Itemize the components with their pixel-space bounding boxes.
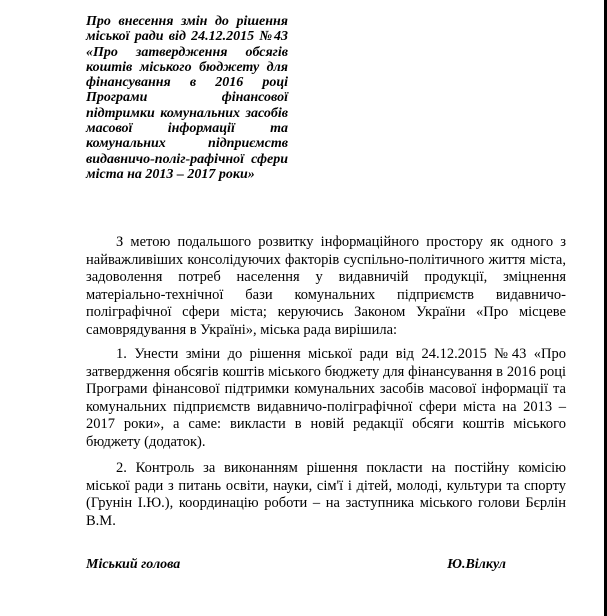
decision-item-1: 1. Унести зміни до рішення міської ради від 24.12.2015 №43 «Про затвердження обсягів коштів міського бюджету для фінансування в 2016 році Програми фінансової підтримки комунальних засобів масової інформації та комунальних підприємств видавничо-поліграфічної сфери міста на 2013 – 2017 роки», а саме: викласти в новій редакції обсяги коштів міського бюджету (додаток). — [86, 346, 566, 450]
signature-name: Ю.Вілкул — [447, 557, 506, 572]
signature-title: Міський голова — [86, 557, 181, 572]
signature-block — [86, 557, 506, 573]
decision-item-2: 2. Контроль за виконанням рішення покласти на постійну комісію міської ради з питань освіти, науки, сім'ї і дітей, молоді, культури та спорту (Грунін І.Ю.), координацію роботи – на заступника міського голови Бєрлін В.М. — [86, 460, 566, 529]
document-title: Про внесення змін до рішення міської ради від 24.12.2015 №43 «Про затвердження обсягів коштів міського бюджету для фінансування в 2016 році Програми фінансової підтримки комунальних засобів масової інформації та комунальних підприємств видавничо-поліг-рафічної сфери міста на 2013 – 2017 роки» — [86, 14, 288, 182]
intro-paragraph: З метою подальшого розвитку інформаційного простору як одного з найважливіших консолідуючих факторів суспільно-політичного життя міста, задоволення потреб населення у видавничій продукції, зміцнення матеріально-технічної бази комунальних підприємств видавничо-поліграфічної сфери міста; керуючись Законом України «Про місцеве самоврядування в Україні», міська рада вирішила: — [86, 234, 566, 338]
